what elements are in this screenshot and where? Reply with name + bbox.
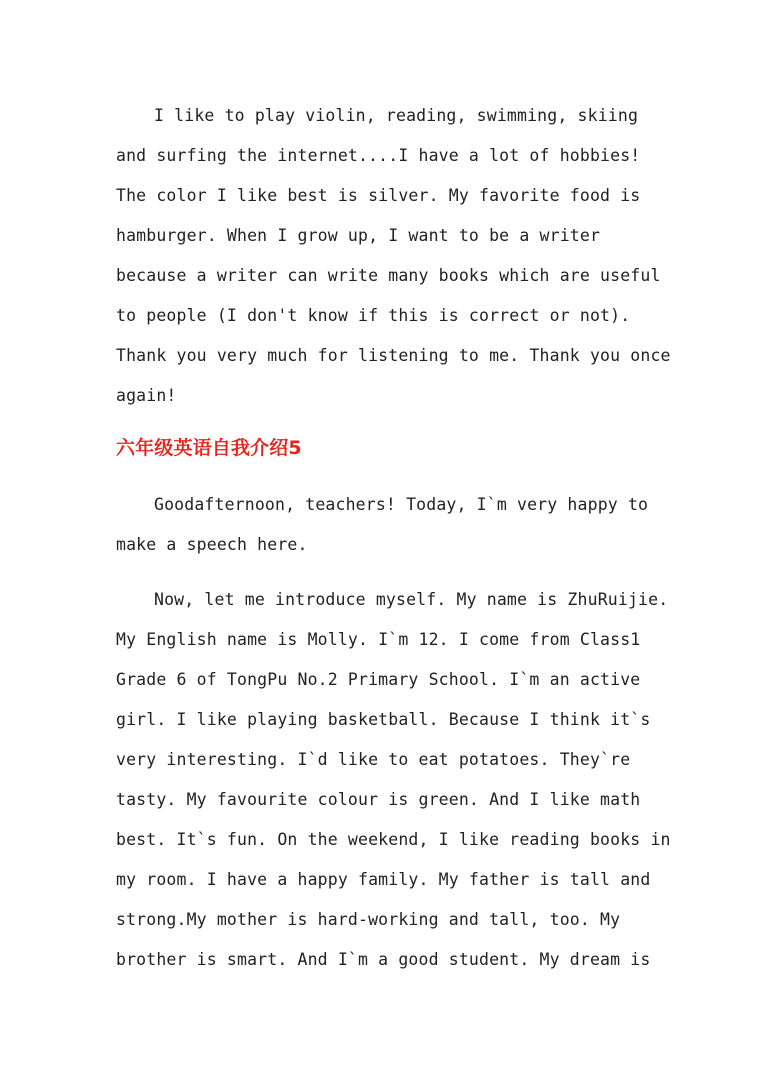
text-line: make a speech here. — [116, 535, 308, 554]
text-line: tasty. My favourite colour is green. And I like math — [116, 790, 641, 809]
text-line: My English name is Molly. I`m 12. I come from Class1 — [116, 630, 641, 649]
paragraph-introduction — [116, 580, 671, 980]
text-line: Now, let me introduce myself. My name is ZhuRuijie. — [154, 590, 669, 609]
text-line: I like to play violin, reading, swimming, skiing — [154, 106, 639, 125]
text-line: brother is smart. And I`m a good student. My dream is — [116, 950, 651, 969]
text-line: The color I like best is silver. My favorite food is — [116, 186, 641, 205]
text-line: Grade 6 of TongPu No.2 Primary School. I`m an active — [116, 670, 641, 689]
section-heading: 六年级英语自我介绍5 — [116, 437, 302, 459]
text-line: best. It`s fun. On the weekend, I like reading books in — [116, 830, 671, 849]
paragraph-hobbies — [116, 96, 671, 416]
text-line: Thank you very much for listening to me. Thank you once — [116, 346, 671, 365]
text-line: strong.My mother is hard-working and tall, too. My — [116, 910, 621, 929]
text-line: to people (I don't know if this is correct or not). — [116, 306, 631, 325]
text-line: hamburger. When I grow up, I want to be a writer — [116, 226, 601, 245]
text-line: again! — [116, 386, 177, 405]
paragraph-greeting — [116, 485, 648, 565]
text-line: because a writer can write many books which are useful — [116, 266, 661, 285]
text-line: my room. I have a happy family. My father is tall and — [116, 870, 651, 889]
text-line: girl. I like playing basketball. Because I think it`s — [116, 710, 651, 729]
text-line: very interesting. I`d like to eat potatoes. They`re — [116, 750, 631, 769]
text-line: and surfing the internet....I have a lot of hobbies! — [116, 146, 641, 165]
text-line: Goodafternoon, teachers! Today, I`m very happy to — [154, 495, 649, 514]
